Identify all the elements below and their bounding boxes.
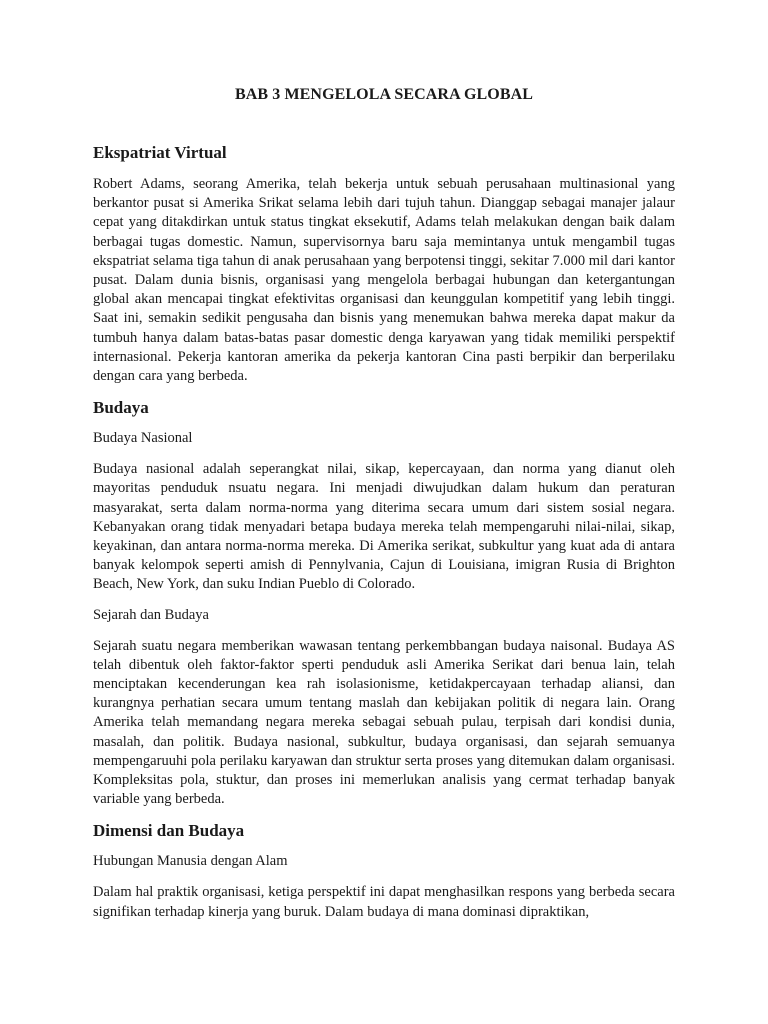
section-heading-budaya: Budaya: [93, 398, 149, 418]
document-title: BAB 3 MENGELOLA SECARA GLOBAL: [234, 86, 534, 103]
section-heading-ekspatriat-virtual: Ekspatriat Virtual: [93, 143, 227, 162]
subheading-budaya-nasional: Budaya Nasional: [93, 430, 193, 447]
paragraph-ekspatriat-virtual: Robert Adams, seorang Amerika, telah bekerja untuk sebuah perusahaan multinasional yang berkantor pusat si Amerika Srikat selama lebih dari tujuh tahun. Dianggap sebagai manajer jalaur cepat yang ditakdirkan untuk status tingkat eksekutif, Adams telah melakukan dengan baik dalam berbagai tugas domestic. Namun, supervisornya baru saja memintanya untuk mengambil tugas ekspatriat selama tiga tahun di anak perusahaan yang berpotensi tinggi, sekitar 7.000 mil dari kantor pusat. Dalam dunia bisnis, organisasi yang mengelola berbagai hubungan dan ketergantungan global akan mencapai tingkat efektivitas organisasi dan keunggulan kompetitif yang lebih tinggi. Saat ini, semakin sedikit pengusaha dan bisnis yang menemukan bahwa mereka dapat makur da tumbuh hanya dalam batas-batas pasar domestic denga karyawan yang tidak memiliki perspektif internasional. Pekerja kantoran amerika da pekerja kantoran Cina pasti berpikir dan berperilaku dengan cara yang berbeda.: [93, 176, 675, 385]
paragraph-budaya-nasional: Budaya nasional adalah seperangkat nilai, sikap, kepercayaan, dan norma yang dianut oleh mayoritas penduduk nsuatu negara. Ini menjadi diwujudkan dalam hukum dan peraturan masyarakat, serta dalam norma-norma yang diterima secara umum dari sistem sosial negara. Kebanyakan orang tidak menyadari betapa budaya mereka telah mempengaruhi nilai-nilai, sikap, keyakinan, dan antara norma-norma mereka. Di Amerika serikat, subkultur yang kuat ada di antara banyak kelompok seperti amish di Pennylvania, Cajun di Louisiana, imigran Rusia di Brighton Beach, New York, dan suku Indian Pueblo di Colorado.: [93, 461, 675, 593]
subheading-sejarah-dan-budaya: Sejarah dan Budaya: [93, 606, 209, 623]
paragraph-sejarah-dan-budaya: Sejarah suatu negara memberikan wawasan tentang perkembbangan budaya naisonal. Budaya AS telah dibentuk oleh faktor-faktor sperti penduduk asli Amerika Serikat dari benua lain, telah menciptakan kecenderungan kea rah isolasionisme, ketidakpercayaan terhadap aliansi, dan kurangnya perhatian secara umum tentang maslah dan kebijakan politik di negara lain. Orang Amerika telah memandang negara mereka sebagai sebuah pulau, terpisah dari kondisi dunia, masalah, dan politik. Budaya nasional, subkultur, budaya organisasi, dan sejarah semuanya mempengaruuhi pola perilaku karyawan dan struktur serta proses yang ditemukan dalam organisasi. Kompleksitas pola, stuktur, dan proses ini memerlukan analisis yang cermat terhadap banyak variable yang berbeda.: [93, 637, 675, 808]
subheading-hubungan-manusia-dengan-alam: Hubungan Manusia dengan Alam: [93, 853, 288, 870]
section-heading-dimensi-dan-budaya: Dimensi dan Budaya: [93, 821, 245, 841]
paragraph-hubungan-manusia-dengan-alam: Dalam hal praktik organisasi, ketiga perspektif ini dapat menghasilkan respons yang berbeda secara signifikan terhadap kinerja yang buruk. Dalam budaya di mana dominasi dipraktikan,: [93, 884, 675, 920]
